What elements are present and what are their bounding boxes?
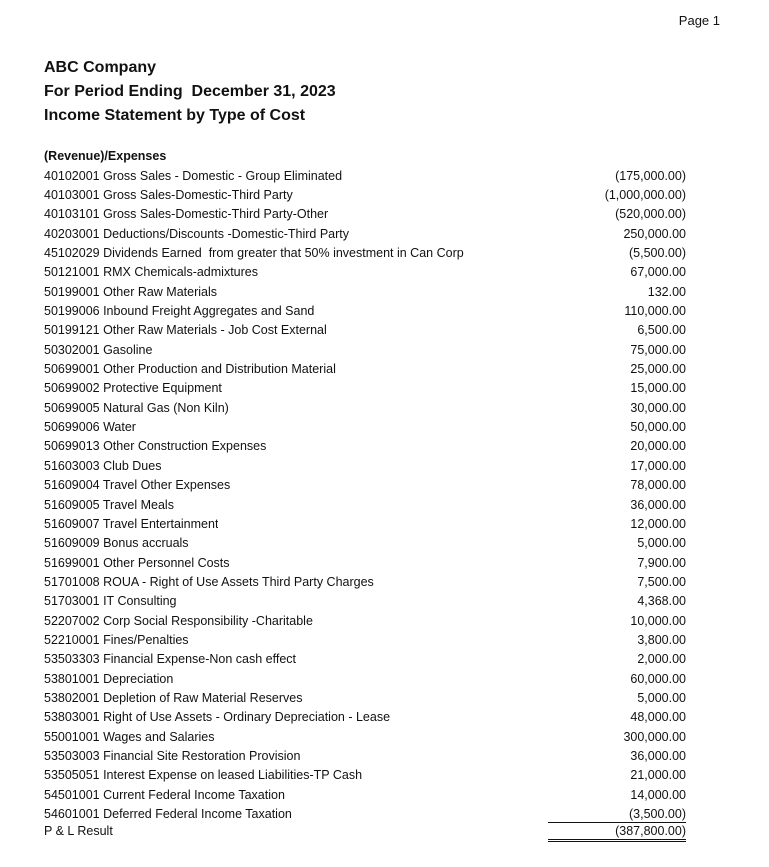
line-item [44, 456, 686, 475]
line-item-description: 54501001 Current Federal Income Taxation [44, 787, 285, 802]
line-item-amount: 5,000.00 [637, 690, 686, 705]
line-item [44, 650, 686, 669]
line-item-amount: (3,500.00) [629, 807, 686, 822]
line-item-description: 53801001 Depreciation [44, 671, 174, 686]
line-item-description: 52207002 Corp Social Responsibility -Charitable [44, 613, 313, 628]
line-item-amount: 30,000.00 [630, 400, 686, 415]
line-item-amount: 15,000.00 [630, 381, 686, 396]
line-item-amount: 17,000.00 [630, 458, 686, 473]
line-item [44, 243, 686, 262]
line-item-description: 50199001 Other Raw Materials [44, 284, 218, 299]
line-item [44, 224, 686, 243]
report-header [44, 56, 336, 128]
line-item-description: 53503303 Financial Expense-Non cash effect [44, 652, 297, 667]
line-item-amount: 75,000.00 [630, 342, 686, 357]
page-number: Page 1 [678, 13, 720, 28]
line-item-description: 53802001 Depletion of Raw Material Reserves [44, 690, 303, 705]
line-item [44, 727, 686, 746]
line-item [44, 282, 686, 301]
line-item [44, 379, 686, 398]
section-heading: (Revenue)/Expenses [44, 149, 167, 163]
line-item-description: 51609005 Travel Meals [44, 497, 174, 512]
line-item-amount: (175,000.00) [615, 168, 686, 183]
line-item [44, 746, 686, 765]
line-item-description: 51701008 ROUA - Right of Use Assets Third Party Charges [44, 574, 374, 589]
line-item [44, 514, 686, 533]
line-item-description: 50699001 Other Production and Distribution Material [44, 362, 336, 377]
line-item [44, 301, 686, 320]
line-items [44, 166, 686, 824]
line-item-amount: 50,000.00 [630, 420, 686, 435]
line-item [44, 185, 686, 204]
line-item-description: 50699006 Water [44, 420, 136, 435]
line-item-amount: 132.00 [647, 284, 686, 299]
line-item-amount: 4,368.00 [637, 594, 686, 609]
line-item-amount: 300,000.00 [623, 729, 686, 744]
line-item-amount: (520,000.00) [615, 207, 686, 222]
line-item-amount: 25,000.00 [630, 362, 686, 377]
line-item [44, 534, 686, 553]
line-item-amount: 36,000.00 [630, 497, 686, 512]
line-item [44, 263, 686, 282]
line-item-description: 40102001 Gross Sales - Domestic - Group Eliminated [44, 168, 343, 183]
line-item-description: 50302001 Gasoline [44, 342, 153, 357]
line-item [44, 572, 686, 591]
line-item [44, 359, 686, 378]
line-item-description: 54601001 Deferred Federal Income Taxation [44, 807, 292, 822]
line-item-amount: 21,000.00 [630, 768, 686, 783]
line-item [44, 708, 686, 727]
line-item [44, 804, 686, 823]
company-name: ABC Company [44, 59, 157, 76]
line-item-description: 53803001 Right of Use Assets - Ordinary Depreciation - Lease [44, 710, 391, 725]
line-item-amount: (1,000,000.00) [604, 188, 686, 203]
total-label: P & L Result [44, 824, 113, 838]
line-item-description: 50121001 RMX Chemicals-admixtures [44, 265, 258, 280]
line-item-amount: 14,000.00 [630, 787, 686, 802]
line-item [44, 417, 686, 436]
line-item-description: 51609009 Bonus accruals [44, 536, 189, 551]
line-item-amount: 110,000.00 [624, 304, 686, 319]
line-item-amount: 5,000.00 [637, 536, 686, 551]
line-item-description: 51699001 Other Personnel Costs [44, 555, 230, 570]
line-item [44, 340, 686, 359]
total-amount: (387,800.00) [548, 822, 686, 842]
line-item-description: 51603003 Club Dues [44, 458, 162, 473]
line-item [44, 592, 686, 611]
line-item-amount: 2,000.00 [637, 652, 686, 667]
line-item [44, 785, 686, 804]
line-item [44, 398, 686, 417]
line-item [44, 766, 686, 785]
line-item-description: 51609007 Travel Entertainment [44, 516, 219, 531]
line-item [44, 669, 686, 688]
line-item [44, 553, 686, 572]
line-item-description: 40103101 Gross Sales-Domestic-Third Party-Other [44, 207, 329, 222]
line-item-description: 40103001 Gross Sales-Domestic-Third Party [44, 188, 293, 203]
line-item [44, 321, 686, 340]
line-item-amount: 250,000.00 [623, 226, 686, 241]
line-item-description: 55001001 Wages and Salaries [44, 729, 215, 744]
line-item [44, 437, 686, 456]
line-item-amount: 20,000.00 [630, 439, 686, 454]
line-item-amount: 7,500.00 [637, 574, 686, 589]
line-item-amount: 67,000.00 [630, 265, 686, 280]
line-item [44, 630, 686, 649]
line-item-amount: 6,500.00 [637, 323, 686, 338]
line-item-amount: 48,000.00 [630, 710, 686, 725]
line-item-description: 40203001 Deductions/Discounts -Domestic-Third Party [44, 226, 349, 241]
line-item-amount: (5,500.00) [629, 246, 686, 261]
line-item-amount: 7,900.00 [637, 555, 686, 570]
line-item-amount: 36,000.00 [630, 748, 686, 763]
line-item-description: 53503003 Financial Site Restoration Provision [44, 748, 301, 763]
line-item-description: 45102029 Dividends Earned from greater that 50% investment in Can Corp [44, 246, 464, 261]
line-item-description: 50699002 Protective Equipment [44, 381, 222, 396]
line-item-amount: 3,800.00 [637, 632, 686, 647]
line-item-description: 53505051 Interest Expense on leased Liabilities-TP Cash [44, 768, 363, 783]
total-row [44, 824, 686, 842]
line-item [44, 205, 686, 224]
line-item-description: 50699005 Natural Gas (Non Kiln) [44, 400, 229, 415]
line-item [44, 688, 686, 707]
line-item-amount: 78,000.00 [630, 478, 686, 493]
report-title: Income Statement by Type of Cost [44, 107, 306, 124]
line-item [44, 476, 686, 495]
line-item-description: 50199006 Inbound Freight Aggregates and Sand [44, 304, 315, 319]
line-item-amount: 10,000.00 [630, 613, 686, 628]
line-item-description: 50199121 Other Raw Materials - Job Cost External [44, 323, 327, 338]
line-item-description: 50699013 Other Construction Expenses [44, 439, 267, 454]
line-item [44, 611, 686, 630]
line-item-description: 52210001 Fines/Penalties [44, 632, 189, 647]
line-item-amount: 12,000.00 [630, 516, 686, 531]
line-item [44, 166, 686, 185]
line-item [44, 495, 686, 514]
line-item-amount: 60,000.00 [630, 671, 686, 686]
report-period: For Period Ending December 31, 2023 [44, 83, 336, 100]
line-item-description: 51609004 Travel Other Expenses [44, 478, 231, 493]
line-item-description: 51703001 IT Consulting [44, 594, 177, 609]
